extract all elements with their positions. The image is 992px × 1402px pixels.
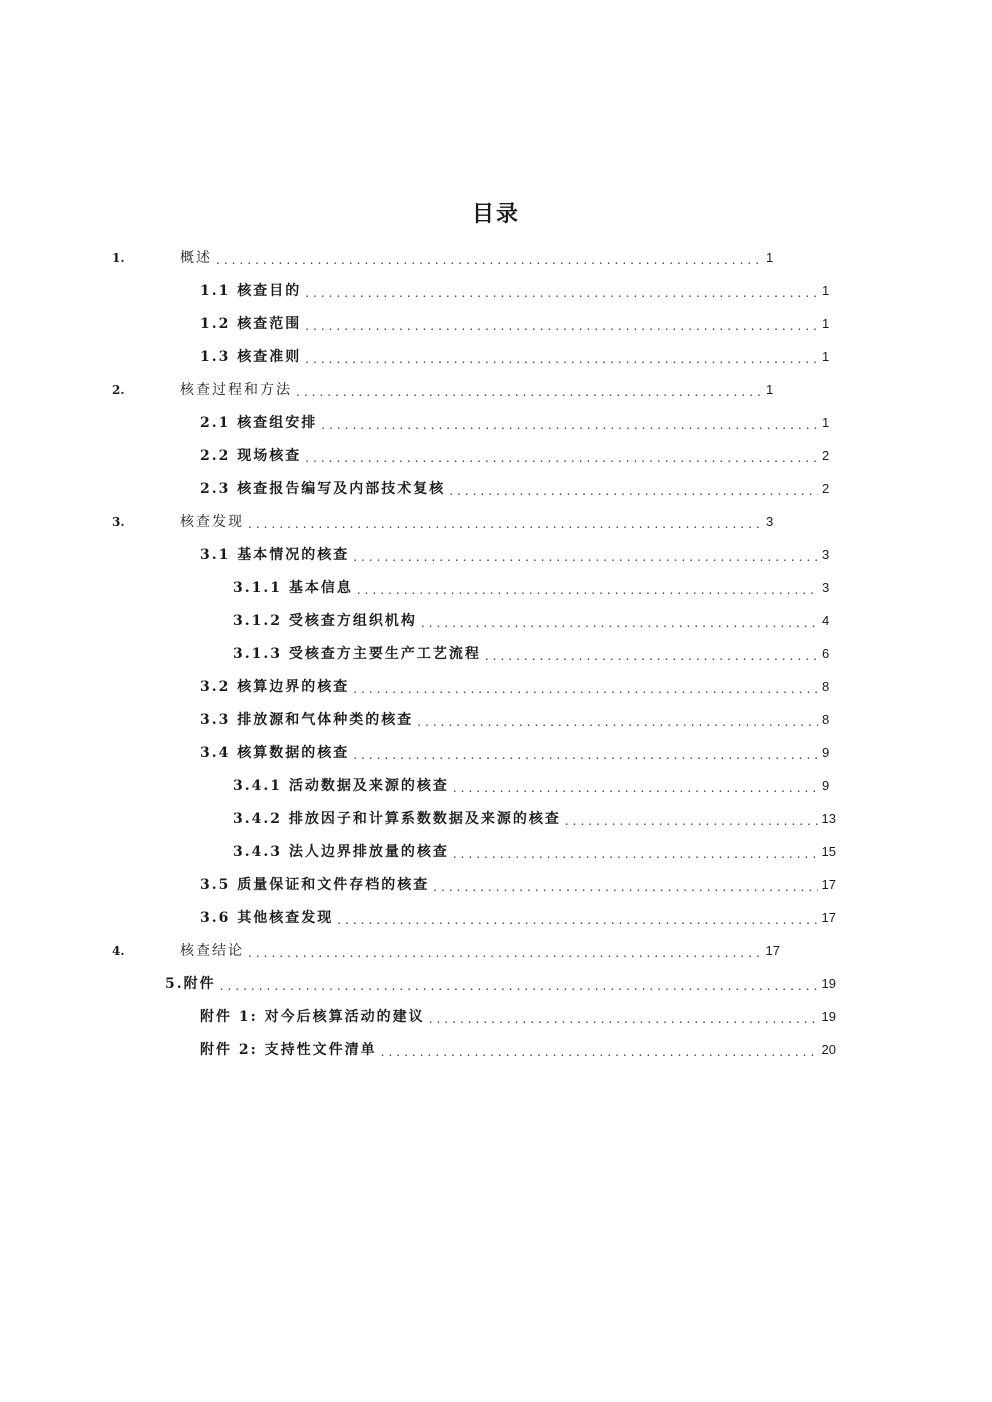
toc-entry-text: 3.4.1 活动数据及来源的核查 (233, 778, 449, 794)
toc-row[interactable] (200, 478, 836, 500)
toc-page-number: 19 (821, 1009, 836, 1024)
toc-entry-text: 核查过程和方法 (180, 382, 292, 398)
toc-entry-text: 3.1.2 受核查方组织机构 (233, 613, 417, 629)
toc-row[interactable] (112, 379, 780, 401)
toc-leader-dots (305, 449, 818, 467)
toc-leader-dots (353, 680, 818, 698)
toc-page-number: 19 (821, 976, 836, 991)
toc-leader-dots (216, 251, 762, 269)
toc-row[interactable] (200, 313, 836, 335)
toc-row[interactable] (112, 940, 780, 962)
toc-page-number: 9 (822, 745, 830, 760)
toc-row[interactable] (200, 445, 836, 467)
toc-row[interactable] (233, 841, 836, 863)
toc-entry-text: 概述 (180, 250, 212, 266)
toc-row[interactable] (200, 742, 836, 764)
toc-page-number: 17 (821, 910, 836, 925)
toc-leader-dots (429, 1010, 818, 1028)
toc-leader-dots (565, 812, 818, 830)
toc-row[interactable] (112, 511, 780, 533)
toc-entry-text: 3.6 其他核查发现 (200, 910, 334, 926)
toc-entry-text: 3.5 质量保证和文件存档的核查 (200, 877, 430, 893)
toc-entry-text: 1.2 核查范围 (200, 316, 302, 332)
toc-page-number: 1 (822, 415, 830, 430)
toc-page-number: 1 (766, 382, 774, 397)
toc-page-number: 1 (822, 316, 830, 331)
toc-leader-dots (321, 416, 818, 434)
toc-row[interactable] (200, 907, 836, 929)
toc-row[interactable] (200, 676, 836, 698)
toc-entry-text: 1.3 核查准则 (200, 349, 302, 365)
toc-entry-text: 核查结论 (180, 943, 244, 959)
toc-page-number: 17 (821, 877, 836, 892)
toc-entry-text: 附件 1: 对今后核算活动的建议 (200, 1009, 425, 1025)
toc-page-number: 3 (822, 580, 830, 595)
toc-page-number: 17 (765, 943, 780, 958)
toc-entry-text: 3.1.1 基本信息 (233, 580, 353, 596)
toc-leader-dots (485, 647, 818, 665)
toc-leader-dots (453, 845, 818, 863)
toc-page-number: 9 (822, 778, 830, 793)
page-title: 目录 (471, 201, 520, 227)
toc-page-number: 8 (822, 679, 830, 694)
toc-entry-text: 核查发现 (180, 514, 244, 530)
toc-page-number: 3 (766, 514, 774, 529)
toc-leader-dots (248, 515, 762, 533)
toc-row[interactable] (200, 709, 836, 731)
toc-leader-dots (305, 350, 818, 368)
toc-entry-text: 附件 2: 支持性文件清单 (200, 1042, 377, 1058)
toc-row[interactable] (200, 346, 836, 368)
toc-leader-dots (357, 581, 818, 599)
toc-page-number: 1 (822, 349, 830, 364)
toc-leader-dots (353, 746, 818, 764)
toc-page-number: 2 (822, 448, 830, 463)
toc-leader-dots (248, 944, 762, 962)
toc-page-number: 3 (822, 547, 830, 562)
toc-page-number: 1 (822, 283, 830, 298)
toc-leader-dots (337, 911, 817, 929)
toc-row[interactable] (112, 247, 780, 269)
toc-entry-text: 3.4 核算数据的核查 (200, 745, 350, 761)
toc-section-number: 1. (112, 251, 125, 265)
toc-leader-dots (220, 977, 818, 995)
toc-page-number: 1 (766, 250, 774, 265)
toc-leader-dots (449, 482, 818, 500)
toc-section-number: 2. (112, 383, 125, 397)
toc-entry-text: 3.4.3 法人边界排放量的核查 (233, 844, 449, 860)
toc-leader-dots (421, 614, 818, 632)
toc-page-number: 15 (821, 844, 836, 859)
toc-section-number: 3. (112, 515, 125, 529)
toc-leader-dots (417, 713, 818, 731)
toc-row[interactable] (233, 610, 836, 632)
toc-page-number: 4 (822, 613, 830, 628)
toc-entry-text: 3.1 基本情况的核查 (200, 547, 350, 563)
toc-row[interactable] (200, 544, 836, 566)
toc-row[interactable] (233, 577, 836, 599)
toc-row[interactable] (233, 643, 836, 665)
toc-leader-dots (296, 383, 762, 401)
toc-leader-dots (305, 284, 818, 302)
toc-entry-text: 3.1.3 受核查方主要生产工艺流程 (233, 646, 481, 662)
toc-entry-text: 2.2 现场核查 (200, 448, 302, 464)
toc-entry-text: 5.附件 (165, 976, 216, 992)
toc-row[interactable] (200, 1006, 836, 1028)
toc-row[interactable] (233, 775, 836, 797)
toc-row[interactable] (200, 1039, 836, 1061)
toc-leader-dots (433, 878, 817, 896)
toc-entry-text: 3.3 排放源和气体种类的核查 (200, 712, 414, 728)
toc-entry-text: 1.1 核查目的 (200, 283, 302, 299)
toc-row[interactable] (233, 808, 836, 830)
toc-section-number: 4. (112, 944, 125, 958)
toc-entry-text: 2.3 核查报告编写及内部技术复核 (200, 481, 446, 497)
toc-page-number: 8 (822, 712, 830, 727)
toc-leader-dots (353, 548, 818, 566)
toc-page-number: 2 (822, 481, 830, 496)
toc-page-number: 6 (822, 646, 830, 661)
toc-row[interactable] (200, 280, 836, 302)
toc-row[interactable] (165, 973, 836, 995)
toc-leader-dots (305, 317, 818, 335)
toc-entry-text: 3.4.2 排放因子和计算系数数据及来源的核查 (233, 811, 561, 827)
toc-entry-text: 3.2 核算边界的核查 (200, 679, 350, 695)
toc-leader-dots (381, 1043, 818, 1061)
toc-entry-text: 2.1 核查组安排 (200, 415, 318, 431)
toc-row[interactable] (200, 412, 836, 434)
toc-page-number: 20 (821, 1042, 836, 1057)
toc-leader-dots (453, 779, 818, 797)
toc-page-number: 13 (821, 811, 836, 826)
toc-row[interactable] (200, 874, 836, 896)
